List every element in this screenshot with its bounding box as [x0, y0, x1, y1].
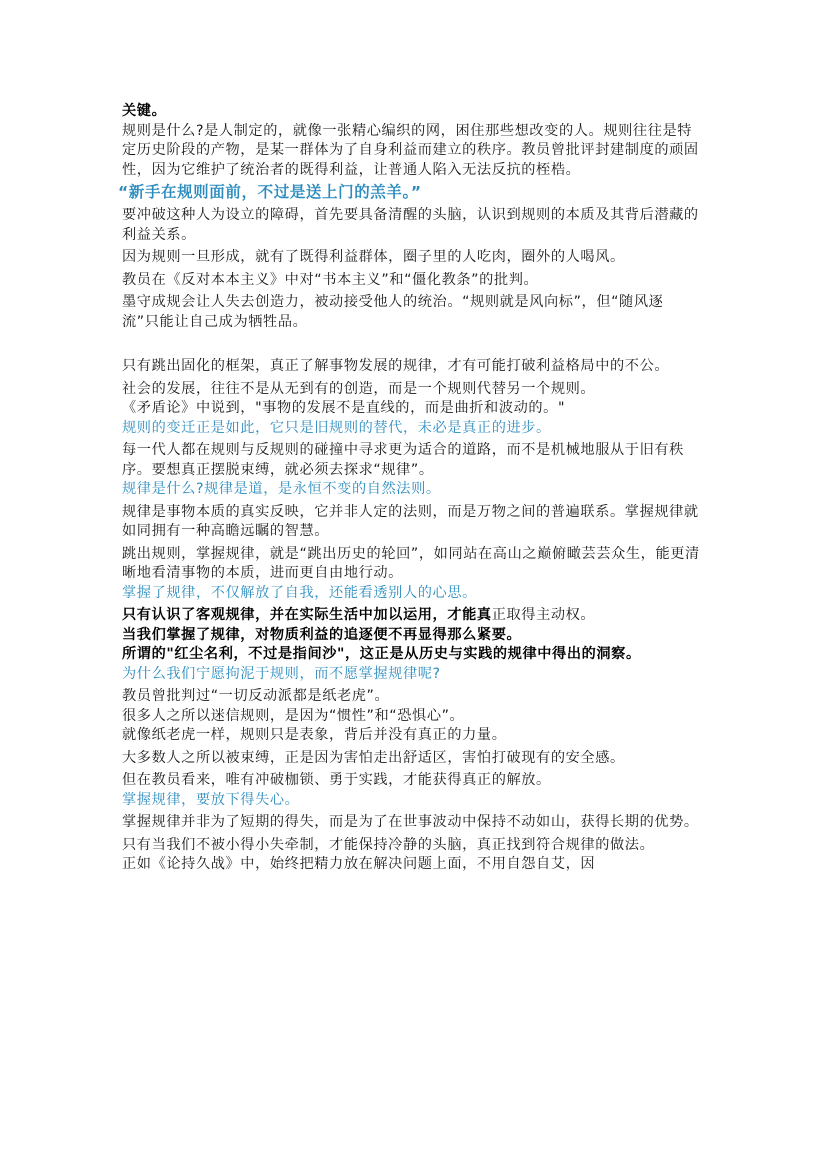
paragraph-bold-mixed: [122, 606, 700, 626]
paragraph: 规律是事物本质的真实反映，它并非人定的法则，而是万物之间的普遍联系。掌握规律就如同拥有一种高瞻远瞩的智慧。: [122, 503, 699, 539]
highlight-line: 规则的变迁正是如此，它只是旧规则的替代，未必是真正的进步。: [122, 419, 551, 436]
paragraph: 要冲破这种人为设立的障碍，首先要具备清醒的头脑，认识到规则的本质及其背后潜藏的利益关系。: [122, 207, 699, 243]
paragraph: 但在教员看来，唯有冲破枷锁、勇于实践，才能获得真正的解放。: [122, 772, 551, 788]
document-body: [118, 102, 700, 875]
paragraph: 墨守成规会让人失去创造力，被动接受他人的统治。“规则就是风向标”，但“随风逐流”只能让自己成为牺牲品。: [122, 294, 664, 330]
paragraph: 就像纸老虎一样，规则只是表象，背后并没有真正的力量。: [122, 727, 507, 743]
paragraph: 教员在《反对本本主义》中对“书本主义”和“僵化教条”的批判。: [122, 271, 539, 288]
highlight-quote: “新手在规则面前，不过是送上门的羔羊。”: [118, 183, 422, 201]
blank-line: [122, 332, 700, 354]
bold-paragraph: 当我们掌握了规律，对物质利益的追逐便不再显得那么紧要。: [122, 626, 522, 643]
paragraph: 掌握规律并非为了短期的得失，而是为了在世事波动中保持不动如山，获得长期的优势。: [122, 814, 699, 830]
paragraph: 规则是什么?是人制定的，就像一张精心编织的网，困住那些想改变的人。规则往往是特定历史阶段的产物，是某一群体为了自身利益而建立的秩序。教员曾批评封建制度的顽固性，因为它维护了统治者的既得利益，让普通人陷入无法反抗的桎梏。: [122, 122, 699, 178]
paragraph: 每一代人都在规则与反规则的碰撞中寻求更为适合的道路，而不是机械地服从于旧有秩序。要想真正摆脱束缚，就必须去探求“规律”。: [122, 442, 684, 478]
paragraph: 《矛盾论》中说到，"事物的发展不是直线的，而是曲折和波动的。": [122, 400, 566, 416]
normal-segment: 正取得主动权。: [491, 607, 596, 623]
paragraph: 跳出规则，掌握规律，就是“跳出历史的轮回”，如同站在高山之巅俯瞰芸芸众生，能更清晰地看清事物的本质，进而更自由地行动。: [122, 545, 700, 581]
paragraph: 只有跳出固化的框架，真正了解事物发展的规律，才有可能打破利益格局中的不公。: [122, 358, 670, 374]
highlight-line: 为什么我们宁愿拘泥于规则，而不愿掌握规律呢?: [122, 665, 441, 682]
paragraph: 很多人之所以迷信规则，是因为“惯性”和“恐惧心”。: [122, 707, 465, 724]
bold-segment: 只有认识了客观规律，并在实际生活中加以运用，才能真: [122, 607, 492, 623]
paragraph-truncated: 正如《论持久战》中，始终把精力放在解决问题上面，不用自怨自艾，因: [122, 856, 596, 872]
heading-fragment: 关键。: [122, 103, 167, 119]
paragraph: 社会的发展，往往不是从无到有的创造，而是一个规则代替另一个规则。: [122, 380, 596, 397]
paragraph: 大多数人之所以被束缚，正是因为害怕走出舒适区，害怕打破现有的安全感。: [122, 749, 625, 766]
paragraph: 教员曾批判过“一切反动派都是纸老虎”。: [122, 688, 390, 704]
paragraph: 只有当我们不被小得小失牵制，才能保持冷静的头脑，真正找到符合规律的做法。: [122, 836, 655, 853]
bold-paragraph: 所谓的"红尘名利，不过是指间沙"，这正是从历史与实践的规律中得出的洞察。: [122, 646, 641, 662]
highlight-line: 掌握规律，要放下得失心。: [122, 791, 300, 808]
highlight-line: 掌握了规律，不仅解放了自我，还能看透别人的心思。: [122, 584, 477, 601]
highlight-line: 规律是什么?规律是道，是永恒不变的自然法则。: [122, 481, 441, 497]
paragraph: 因为规则一旦形成，就有了既得利益群体，圈子里的人吃肉，圈外的人喝风。: [122, 249, 625, 265]
